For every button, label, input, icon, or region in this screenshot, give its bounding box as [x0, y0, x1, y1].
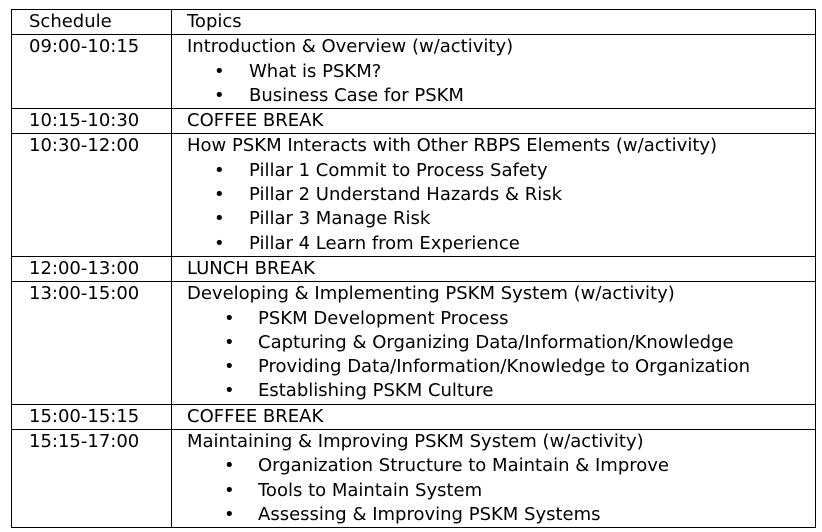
- list-item: • Establishing PSKM Culture: [187, 379, 815, 403]
- topic-list: [187, 454, 815, 527]
- row-title: Introduction & Overview (w/activity): [187, 36, 514, 58]
- table-row: [12, 134, 816, 256]
- list-item: • Pillar 4 Learn from Experience: [187, 232, 815, 256]
- row-time: 13:00-15:00: [12, 282, 172, 404]
- list-item: • What is PSKM?: [187, 60, 815, 84]
- row-time: 15:00-15:15: [12, 404, 172, 429]
- row-topic-cell: [172, 282, 816, 404]
- row-title: COFFEE BREAK: [172, 404, 816, 429]
- table-row: [12, 282, 816, 404]
- list-item: • Assessing & Improving PSKM Systems: [187, 503, 815, 527]
- bullet-icon: •: [214, 159, 225, 181]
- bullet-icon: •: [224, 479, 235, 501]
- bullet-icon: •: [224, 380, 235, 402]
- list-item: • Business Case for PSKM: [187, 84, 815, 108]
- bullet-icon: •: [224, 503, 235, 525]
- bullet-icon: •: [214, 232, 225, 254]
- list-item: • Providing Data/Information/Knowledge to Organization: [187, 355, 815, 379]
- list-item: • PSKM Development Process: [187, 307, 815, 331]
- row-title: Maintaining & Improving PSKM System (w/activity): [187, 431, 644, 453]
- row-title: LUNCH BREAK: [172, 256, 816, 281]
- header-topics: Topics: [172, 10, 816, 35]
- list-item: • Capturing & Organizing Data/Information/Knowledge: [187, 331, 815, 355]
- row-time: 09:00-10:15: [12, 35, 172, 109]
- table-row: [12, 256, 816, 281]
- bullet-icon: •: [224, 356, 235, 378]
- table-row: [12, 404, 816, 429]
- topic-list: [187, 60, 815, 109]
- row-time: 12:00-13:00: [12, 256, 172, 281]
- bullet-icon: •: [214, 208, 225, 230]
- row-time: 10:15-10:30: [12, 109, 172, 134]
- table-row: [12, 109, 816, 134]
- list-item: • Pillar 1 Commit to Process Safety: [187, 159, 815, 183]
- row-topic-cell: [172, 134, 816, 256]
- bullet-icon: •: [224, 331, 235, 353]
- row-topic-cell: [172, 430, 816, 528]
- table-header-row: [12, 10, 816, 35]
- bullet-icon: •: [214, 84, 225, 106]
- header-schedule: Schedule: [12, 10, 172, 35]
- row-time: 15:15-17:00: [12, 430, 172, 528]
- topic-list: [187, 307, 815, 404]
- list-item: • Pillar 3 Manage Risk: [187, 207, 815, 231]
- row-title: COFFEE BREAK: [172, 109, 816, 134]
- row-time: 10:30-12:00: [12, 134, 172, 256]
- table-row: [12, 430, 816, 528]
- bullet-icon: •: [214, 184, 225, 206]
- table-row: [12, 35, 816, 109]
- list-item: • Organization Structure to Maintain & Improve: [187, 454, 815, 478]
- bullet-icon: •: [224, 307, 235, 329]
- bullet-icon: •: [214, 60, 225, 82]
- schedule-table: [11, 9, 816, 528]
- bullet-icon: •: [224, 455, 235, 477]
- topic-list: [187, 159, 815, 256]
- list-item: • Tools to Maintain System: [187, 479, 815, 503]
- row-title: Developing & Implementing PSKM System (w/activity): [187, 283, 675, 305]
- row-topic-cell: [172, 35, 816, 109]
- list-item: • Pillar 2 Understand Hazards & Risk: [187, 183, 815, 207]
- row-title: How PSKM Interacts with Other RBPS Elements (w/activity): [187, 135, 718, 157]
